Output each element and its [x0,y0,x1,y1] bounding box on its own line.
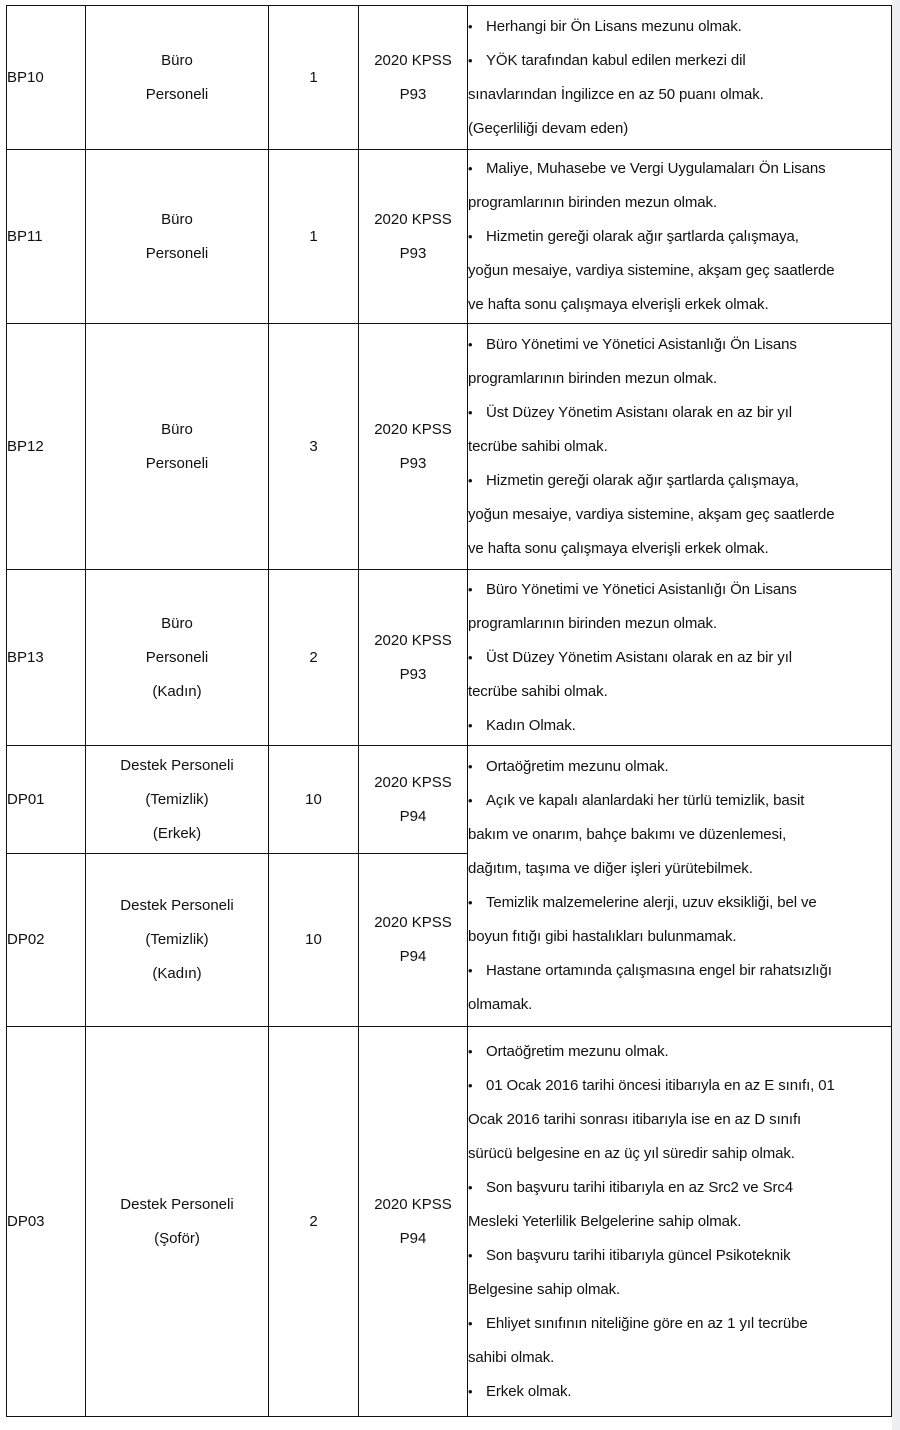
requirement-text: Ortaöğretim mezunu olmak. [486,1042,669,1060]
bullet-icon: • [468,895,473,910]
position-title-line: Büro [161,51,193,69]
position-title [86,854,269,1027]
bullet-icon: • [468,18,473,34]
requirement-line [468,1239,891,1273]
position-quota: 2 [269,570,359,746]
requirement-text: Hizmetin gereği olarak ağır şartlarda çalışmaya, [486,471,799,489]
requirement-text: Ortaöğretim mezunu olmak. [486,758,669,775]
position-title-line: Büro [161,210,193,228]
requirement-text: sınavlarından İngilizce en az 50 puanı olmak. [468,85,764,103]
position-title-line: Personeli [145,648,209,666]
requirements-cell [468,6,892,150]
score-type [359,570,468,746]
bullet-icon: • [468,793,473,808]
requirement-text: Üst Düzey Yönetim Asistanı olarak en az bir yıl [486,648,792,666]
requirement-text: sahibi olmak. [468,1348,555,1366]
requirement-line [468,1069,891,1103]
requirement-line [468,1307,891,1341]
score-type-line: P93 [399,244,427,262]
requirement-text: Ocak 2016 tarihi sonrası itibarıyla ise en az D sınıfı [468,1110,802,1128]
requirement-text: boyun fıtığı gibi hastalıkları bulunmamak. [468,928,737,945]
requirement-line [468,328,891,362]
score-type [359,854,468,1027]
position-quota: 2 [269,1027,359,1417]
requirement-text: Üst Düzey Yönetim Asistanı olarak en az bir yıl [486,403,792,421]
position-title-line: Personeli [145,244,209,262]
requirement-text: tecrübe sahibi olmak. [468,437,608,455]
bullet-icon: • [468,52,473,68]
requirement-line [468,288,891,322]
score-type-line: 2020 KPSS [374,773,452,791]
requirement-text: Temizlik malzemelerine alerji, uzuv eksikliği, bel ve [486,894,817,911]
page-edge-shadow [892,0,900,1430]
position-quota: 10 [269,746,359,854]
position-code: BP13 [7,570,86,746]
requirement-text: ve hafta sonu çalışmaya elverişli erkek olmak. [468,295,769,313]
table-row [7,150,892,324]
score-type [359,1027,468,1417]
requirement-text: 01 Ocak 2016 tarihi öncesi itibarıyla en az E sınıfı, 01 [486,1076,835,1094]
requirement-line [468,852,891,886]
requirement-line [468,750,891,784]
position-title-line: Destek Personeli [120,756,234,774]
requirement-line [468,784,891,818]
bullet-icon: • [468,963,473,978]
requirement-line [468,1341,891,1375]
position-quota: 3 [269,324,359,570]
bullet-icon: • [468,759,473,774]
requirement-line [468,78,891,112]
position-code: BP11 [7,150,86,324]
position-title-line: Destek Personeli [120,1195,234,1213]
requirement-text: yoğun mesaiye, vardiya sistemine, akşam geç saatlerde [468,505,835,523]
bullet-icon: • [468,1247,473,1263]
score-type-line: P94 [399,1229,427,1247]
bullet-icon: • [468,160,473,176]
bullet-icon: • [468,649,473,665]
requirement-text: Belgesine sahip olmak. [468,1280,621,1298]
bullet-icon: • [468,1077,473,1093]
requirement-line [468,498,891,532]
position-title-line: (Kadın) [152,682,202,700]
position-title-line: Destek Personeli [120,897,234,914]
position-title-line: (Erkek) [152,824,202,842]
score-type-line: P94 [399,948,427,965]
requirement-text: Hizmetin gereği olarak ağır şartlarda çalışmaya, [486,227,799,245]
requirement-line [468,362,891,396]
requirement-line [468,1103,891,1137]
requirements-cell [468,570,892,746]
requirement-line [468,112,891,146]
bullet-icon: • [468,1043,473,1059]
requirement-line [468,675,891,709]
requirement-line [468,920,891,954]
table-row [7,324,892,570]
score-type-line: P93 [399,454,427,472]
requirement-line [468,1205,891,1239]
position-title-line: (Kadın) [152,965,202,982]
requirement-text: Son başvuru tarihi itibarıyla en az Src2 ve Src4 [486,1178,794,1196]
position-title [86,570,269,746]
requirement-text: Maliye, Muhasebe ve Vergi Uygulamaları Ön Lisans [486,159,826,177]
requirement-line [468,10,891,44]
requirement-text: Erkek olmak. [486,1382,572,1400]
score-type-line: 2020 KPSS [374,51,452,69]
score-type [359,150,468,324]
bullet-icon: • [468,1315,473,1331]
requirement-line [468,818,891,852]
requirement-text: tecrübe sahibi olmak. [468,682,608,700]
requirement-line [468,152,891,186]
table-row [7,1027,892,1417]
requirement-line [468,573,891,607]
requirement-text: olmamak. [468,996,533,1013]
requirement-text: yoğun mesaiye, vardiya sistemine, akşam geç saatlerde [468,261,835,279]
table-row [7,746,892,854]
requirement-line [468,44,891,78]
score-type-line: 2020 KPSS [374,420,452,438]
position-title-line: Personeli [145,85,209,103]
position-code: DP02 [7,854,86,1027]
requirement-line [468,607,891,641]
bullet-icon: • [468,228,473,244]
score-type-line: P94 [399,807,427,825]
position-title [86,6,269,150]
requirement-text: dağıtım, taşıma ve diğer işleri yürütebilmek. [468,860,753,877]
requirement-text: sürücü belgesine en az üç yıl süredir sahip olmak. [468,1144,795,1162]
requirement-text: Kadın Olmak. [486,716,576,734]
requirement-line [468,220,891,254]
requirement-text: Büro Yönetimi ve Yönetici Asistanlığı Ön Lisans [486,335,797,353]
requirement-line [468,464,891,498]
position-title [86,746,269,854]
requirement-line [468,430,891,464]
requirement-text: Mesleki Yeterlilik Belgelerine sahip olmak. [468,1212,742,1230]
requirement-text: Herhangi bir Ön Lisans mezunu olmak. [486,17,742,35]
bullet-icon: • [468,404,473,420]
table-row [7,6,892,150]
requirement-line [468,186,891,220]
score-type-line: 2020 KPSS [374,914,452,931]
requirement-line [468,886,891,920]
position-quota: 10 [269,854,359,1027]
requirement-text: bakım ve onarım, bahçe bakımı ve düzenlemesi, [468,826,787,843]
requirement-text: Açık ve kapalı alanlardaki her türlü temizlik, basit [486,792,805,809]
position-title-line: Büro [161,614,193,632]
requirement-text: Ehliyet sınıfının niteliğine göre en az 1 yıl tecrübe [486,1314,808,1332]
position-title-line: Personeli [145,454,209,472]
positions-table [6,5,892,1417]
bullet-icon: • [468,1383,473,1399]
requirement-line [468,1137,891,1171]
requirement-line [468,1375,891,1409]
bullet-icon: • [468,472,473,488]
score-type [359,746,468,854]
score-type [359,324,468,570]
position-title-line: (Şoför) [154,1229,200,1247]
score-type-line: P93 [399,665,427,683]
position-code: DP03 [7,1027,86,1417]
position-quota: 1 [269,150,359,324]
requirement-line [468,954,891,988]
position-code: DP01 [7,746,86,854]
requirement-line [468,641,891,675]
score-type-line: P93 [399,85,427,103]
requirement-line [468,1035,891,1069]
position-title [86,150,269,324]
bullet-icon: • [468,336,473,352]
requirements-cell [468,746,892,1027]
position-code: BP12 [7,324,86,570]
position-title-line: (Temizlik) [145,790,209,808]
requirement-text: programlarının birinden mezun olmak. [468,369,718,387]
position-quota: 1 [269,6,359,150]
score-type-line: 2020 KPSS [374,210,452,228]
requirement-text: (Geçerliliği devam eden) [468,119,629,137]
position-title [86,1027,269,1417]
requirement-text: ve hafta sonu çalışmaya elverişli erkek olmak. [468,539,769,557]
position-title [86,324,269,570]
position-title-line: Büro [161,420,193,438]
requirement-text: YÖK tarafından kabul edilen merkezi dil [486,51,746,69]
requirement-text: Büro Yönetimi ve Yönetici Asistanlığı Ön Lisans [486,580,797,598]
bullet-icon: • [468,581,473,597]
score-type-line: 2020 KPSS [374,1195,452,1213]
requirements-cell [468,150,892,324]
requirements-cell [468,324,892,570]
bullet-icon: • [468,1179,473,1195]
requirement-text: programlarının birinden mezun olmak. [468,614,718,632]
requirements-cell [468,1027,892,1417]
score-type-line: 2020 KPSS [374,631,452,649]
requirement-line [468,532,891,566]
requirement-line [468,1273,891,1307]
requirement-line [468,254,891,288]
bullet-icon: • [468,717,473,733]
positions-table-body [7,6,892,1417]
score-type [359,6,468,150]
requirement-text: programlarının birinden mezun olmak. [468,193,718,211]
requirement-line [468,1171,891,1205]
requirement-line [468,709,891,743]
requirement-line [468,988,891,1022]
position-code: BP10 [7,6,86,150]
position-title-line: (Temizlik) [145,931,209,948]
requirement-line [468,396,891,430]
requirement-text: Hastane ortamında çalışmasına engel bir rahatsızlığı [486,962,832,979]
requirement-text: Son başvuru tarihi itibarıyla güncel Psikoteknik [486,1246,791,1264]
table-row [7,570,892,746]
